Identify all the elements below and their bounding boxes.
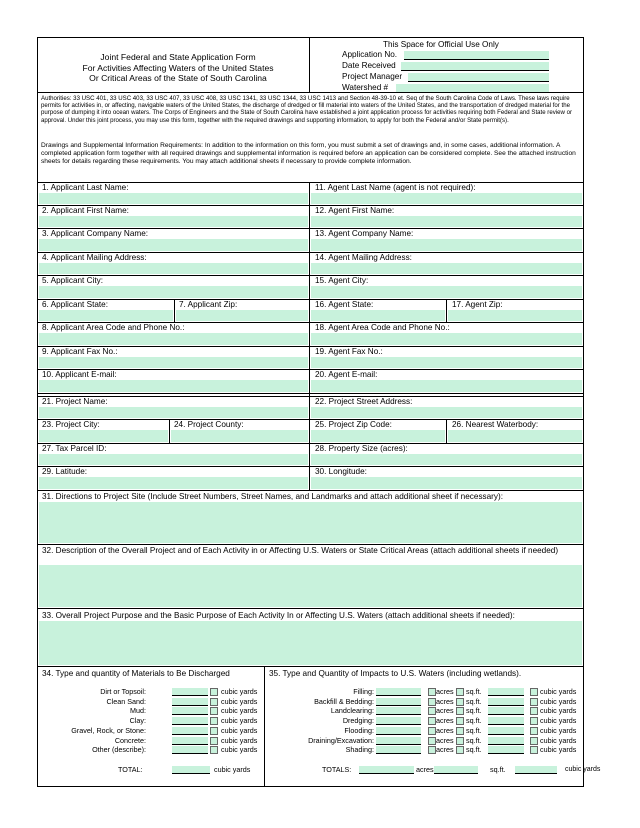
impact-acres-unit: acres (436, 735, 454, 745)
official-use-heading: This Space for Official Use Only (383, 40, 499, 49)
material-label: Dirt or Topsoil: (100, 687, 146, 696)
impact-label: Draining/Excavation: (308, 735, 374, 745)
project-county-label: 24. Project County: (174, 420, 244, 429)
impact-acres-checkbox[interactable] (428, 746, 436, 754)
material-checkbox[interactable] (210, 717, 218, 725)
impact-sqft-checkbox[interactable] (456, 707, 464, 715)
project-description-field[interactable] (39, 565, 582, 607)
impact-acres-checkbox[interactable] (428, 727, 436, 735)
material-label: Concrete: (114, 735, 146, 745)
impact-sqft-field[interactable] (488, 727, 524, 735)
material-unit: cubic yards (221, 687, 258, 696)
application-form (37, 37, 601, 787)
impact-acres-unit: acres (436, 716, 454, 726)
impact-acres-unit: acres (436, 725, 454, 735)
agent-mailing-address-field[interactable] (311, 263, 582, 274)
project-description-label: 32. Description of the Overall Project and of Each Activity in or Affecting U.S. Waters or State Critical Areas (attach additional sheets if needed) (42, 546, 559, 555)
applicant-state-label: 6. Applicant State: (42, 300, 108, 309)
longitude-label: 30. Longitude: (315, 467, 367, 476)
tax-parcel-field[interactable] (39, 454, 308, 465)
impacts-total-sqft-unit: sq.ft. (490, 765, 506, 774)
applicant-last-name-label: 1. Applicant Last Name: (42, 183, 129, 192)
agent-state-field[interactable] (311, 310, 445, 321)
material-unit: cubic yards (221, 735, 258, 745)
agent-fax-label: 19. Agent Fax No.: (315, 347, 383, 356)
material-quantity-field[interactable] (172, 717, 208, 725)
material-quantity-field[interactable] (172, 698, 208, 706)
impact-sqft-field[interactable] (488, 698, 524, 706)
agent-city-field[interactable] (311, 286, 582, 298)
material-label: Mud: (130, 706, 146, 716)
property-size-field[interactable] (311, 454, 582, 465)
project-street-address-field[interactable] (311, 407, 582, 418)
agent-mailing-address-label: 14. Agent Mailing Address: (315, 253, 412, 262)
impact-cy-checkbox[interactable] (530, 746, 538, 754)
project-zip-label: 25. Project Zip Code: (315, 420, 392, 429)
impact-sqft-unit: sq.ft. (466, 745, 482, 755)
impact-sqft-field[interactable] (488, 746, 524, 754)
material-unit: cubic yards (221, 696, 258, 706)
impact-cy-unit: cubic yards (540, 687, 577, 696)
impact-sqft-field[interactable] (488, 707, 524, 715)
property-size-label: 28. Property Size (acres): (315, 444, 408, 453)
material-label: Other (describe): (92, 745, 146, 755)
applicant-fax-field[interactable] (39, 357, 308, 368)
materials-total-unit: cubic yards (214, 765, 251, 774)
nearest-waterbody-label: 26. Nearest Waterbody: (452, 420, 539, 429)
applicant-zip-field[interactable] (176, 310, 308, 321)
impact-cy-unit: cubic yards (540, 735, 577, 745)
impacts-total-label: TOTALS: (322, 765, 352, 774)
impact-acres-unit: acres (436, 706, 454, 716)
project-manager-field[interactable] (408, 73, 549, 82)
applicant-first-name-label: 2. Applicant First Name: (42, 206, 129, 215)
latitude-label: 29. Latitude: (42, 467, 88, 476)
impact-label: Landclearing: (330, 706, 374, 716)
impact-quantity-field[interactable] (376, 727, 421, 735)
agent-email-field[interactable] (311, 380, 582, 392)
directions-field[interactable] (39, 502, 582, 543)
impact-sqft-unit: sq.ft. (466, 687, 482, 696)
material-unit: cubic yards (221, 745, 258, 755)
agent-company-field[interactable] (311, 239, 582, 251)
applicant-mailing-address-label: 4. Applicant Mailing Address: (42, 253, 147, 262)
impact-sqft-checkbox[interactable] (456, 698, 464, 706)
applicant-mailing-address-field[interactable] (39, 263, 308, 274)
impact-acres-checkbox[interactable] (428, 707, 436, 715)
impact-cy-unit: cubic yards (540, 745, 577, 755)
material-label: Clay: (129, 716, 146, 726)
material-checkbox[interactable] (210, 688, 218, 696)
application-no-label: Application No. (342, 50, 398, 59)
material-quantity-field[interactable] (172, 707, 208, 715)
date-received-label: Date Received (342, 61, 396, 70)
impact-label: Dredging: (342, 716, 374, 726)
impact-sqft-unit: sq.ft. (466, 706, 482, 716)
applicant-city-field[interactable] (39, 286, 308, 298)
impact-sqft-checkbox[interactable] (456, 746, 464, 754)
materials-total-label: TOTAL: (118, 765, 143, 774)
form-title-line-3: Or Critical Areas of the State of South Carolina (89, 73, 267, 83)
agent-state-label: 16. Agent State: (315, 300, 374, 309)
material-quantity-field[interactable] (172, 688, 208, 696)
impacts-total-sqft-field[interactable] (434, 766, 478, 774)
materials-label: 34. Type and quantity of Materials to Be Discharged (42, 669, 230, 678)
impact-quantity-field[interactable] (376, 746, 421, 754)
material-checkbox[interactable] (210, 707, 218, 715)
agent-zip-field[interactable] (448, 310, 582, 321)
materials-total-field[interactable] (172, 766, 210, 774)
applicant-company-label: 3. Applicant Company Name: (42, 229, 149, 238)
impact-cy-checkbox[interactable] (530, 717, 538, 725)
applicant-company-field[interactable] (39, 239, 308, 251)
impact-sqft-checkbox[interactable] (456, 727, 464, 735)
applicant-fax-label: 9. Applicant Fax No.: (42, 347, 118, 356)
project-purpose-field[interactable] (39, 621, 582, 665)
impact-cy-checkbox[interactable] (530, 698, 538, 706)
applicant-phone-label: 8. Applicant Area Code and Phone No.: (42, 323, 185, 332)
project-name-label: 21. Project Name: (42, 397, 108, 406)
watershed-label: Watershed # (342, 83, 389, 92)
material-checkbox[interactable] (210, 746, 218, 754)
applicant-email-label: 10. Applicant E-mail: (42, 370, 117, 379)
application-no-field[interactable] (404, 51, 549, 60)
form-title-line-2: For Activities Affecting Waters of the United States (82, 62, 274, 73)
longitude-field[interactable] (311, 477, 582, 489)
impact-acres-unit: acres (436, 687, 454, 696)
material-label: Clean Sand: (106, 696, 146, 706)
material-checkbox[interactable] (210, 727, 218, 735)
project-city-field[interactable] (39, 430, 168, 442)
material-unit: cubic yards (221, 716, 258, 726)
impacts-total-cy-field[interactable] (515, 766, 557, 774)
material-label: Gravel, Rock, or Stone: (71, 725, 146, 735)
applicant-email-field[interactable] (39, 380, 308, 392)
impact-label: Filling: (353, 687, 374, 696)
agent-last-name-label: 11. Agent Last Name (agent is not required): (315, 183, 476, 192)
impact-sqft-checkbox[interactable] (456, 688, 464, 696)
tax-parcel-label: 27. Tax Parcel ID: (42, 444, 107, 453)
agent-zip-label: 17. Agent Zip: (452, 300, 503, 309)
impact-sqft-unit: sq.ft. (466, 696, 482, 706)
nearest-waterbody-field[interactable] (448, 430, 582, 442)
agent-email-label: 20. Agent E-mail: (315, 370, 378, 379)
applicant-phone-field[interactable] (39, 333, 308, 345)
impact-acres-unit: acres (436, 745, 454, 755)
impact-cy-checkbox[interactable] (530, 727, 538, 735)
impact-label: Flooding: (344, 725, 374, 735)
impact-sqft-field[interactable] (488, 688, 524, 696)
material-unit: cubic yards (221, 706, 258, 716)
impact-cy-checkbox[interactable] (530, 737, 538, 745)
impact-quantity-field[interactable] (376, 737, 421, 745)
impact-sqft-checkbox[interactable] (456, 717, 464, 725)
project-city-label: 23. Project City: (42, 420, 100, 429)
impact-cy-checkbox[interactable] (530, 707, 538, 715)
applicant-zip-label: 7. Applicant Zip: (179, 300, 238, 309)
directions-label: 31. Directions to Project Site (Include Street Numbers, Street Names, and Landmarks and attach additional sheet if necessary): (42, 492, 504, 501)
impact-sqft-unit: sq.ft. (466, 725, 482, 735)
project-name-field[interactable] (39, 407, 308, 418)
impact-label: Backfill & Bedding: (314, 696, 374, 706)
material-quantity-field[interactable] (172, 737, 208, 745)
impact-cy-unit: cubic yards (540, 706, 577, 716)
project-street-address-label: 22. Project Street Address: (315, 397, 413, 406)
material-unit: cubic yards (221, 725, 258, 735)
impact-quantity-field[interactable] (376, 717, 421, 725)
agent-city-label: 15. Agent City: (315, 276, 369, 285)
material-checkbox[interactable] (210, 737, 218, 745)
impact-acres-checkbox[interactable] (428, 717, 436, 725)
form-title (48, 52, 308, 84)
material-quantity-field[interactable] (172, 746, 208, 754)
impact-quantity-field[interactable] (376, 698, 421, 706)
agent-fax-field[interactable] (311, 357, 582, 368)
impacts-label: 35. Type and Quantity of Impacts to U.S. Waters (including wetlands). (269, 669, 522, 678)
project-county-field[interactable] (171, 430, 308, 442)
impact-cy-unit: cubic yards (540, 696, 577, 706)
impacts-total-cy-unit: cubic yards (565, 766, 601, 773)
impact-acres-checkbox[interactable] (428, 737, 436, 745)
impact-quantity-field[interactable] (376, 707, 421, 715)
agent-first-name-label: 12. Agent First Name: (315, 206, 395, 215)
material-checkbox[interactable] (210, 698, 218, 706)
date-received-field[interactable] (401, 62, 549, 71)
impact-sqft-unit: sq.ft. (466, 735, 482, 745)
project-manager-label: Project Manager (342, 72, 403, 81)
project-purpose-label: 33. Overall Project Purpose and the Basic Purpose of Each Activity In or Affecting U.S. Waters (attach additional sheets if needed): (42, 611, 515, 620)
impact-acres-checkbox[interactable] (428, 688, 436, 696)
agent-phone-label: 18. Agent Area Code and Phone No.: (315, 323, 450, 332)
applicant-last-name-field[interactable] (39, 193, 308, 204)
agent-company-label: 13. Agent Company Name: (315, 229, 414, 238)
impact-sqft-field[interactable] (488, 717, 524, 725)
authorities-text: Authorities: 33 USC 401, 33 USC 403, 33 USC 407, 33 USC 408, 33 USC 1341, 33 USC 1344, 33 USC 1413 and Section 48-39-10 et. Seq of the South Carolina Code of Laws. These laws require permits for activities in, or affecting, navigable waters of the United States, the discharge of dredged or fill material into waters of the United States, and the transportation of dredged material for the purpose of dumping it into ocean waters. The Corps of Engineers and the State of South Carolina have established a joint application process for activities requiring both Federal and State review or approval. Under this joint process, you may use this form, together with the required drawings and supporting information, to apply for both the Federal and/or State permit(s). (41, 95, 573, 124)
impacts-total-acres-unit: acres (416, 765, 434, 774)
impact-cy-checkbox[interactable] (530, 688, 538, 696)
impact-quantity-field[interactable] (376, 688, 421, 696)
agent-phone-field[interactable] (311, 333, 582, 345)
project-zip-field[interactable] (311, 430, 445, 442)
applicant-state-field[interactable] (39, 310, 173, 321)
impact-sqft-unit: sq.ft. (466, 716, 482, 726)
impact-cy-unit: cubic yards (540, 725, 577, 735)
applicant-first-name-field[interactable] (39, 216, 308, 227)
impact-cy-unit: cubic yards (540, 716, 577, 726)
impacts-total-acres-field[interactable] (359, 766, 414, 774)
impact-acres-unit: acres (436, 696, 454, 706)
applicant-city-label: 5. Applicant City: (42, 276, 103, 285)
agent-last-name-field[interactable] (311, 193, 582, 204)
agent-first-name-field[interactable] (311, 216, 582, 227)
material-quantity-field[interactable] (172, 727, 208, 735)
latitude-field[interactable] (39, 477, 308, 489)
impact-sqft-field[interactable] (488, 737, 524, 745)
impact-sqft-checkbox[interactable] (456, 737, 464, 745)
form-title-line-1: Joint Federal and State Application Form (100, 52, 256, 62)
impact-acres-checkbox[interactable] (428, 698, 436, 706)
requirements-text: Drawings and Supplemental Information Requirements: In addition to the information on this form, you must submit a set of drawings and, in some cases, additional information. A completed application form together with all required drawings and supplemental information is required before an application can be considered complete. See the attached instruction sheets for details regarding these requirements. You may attach additional sheets if necessary to provide complete information. (41, 142, 576, 165)
impact-label: Shading: (345, 745, 374, 755)
